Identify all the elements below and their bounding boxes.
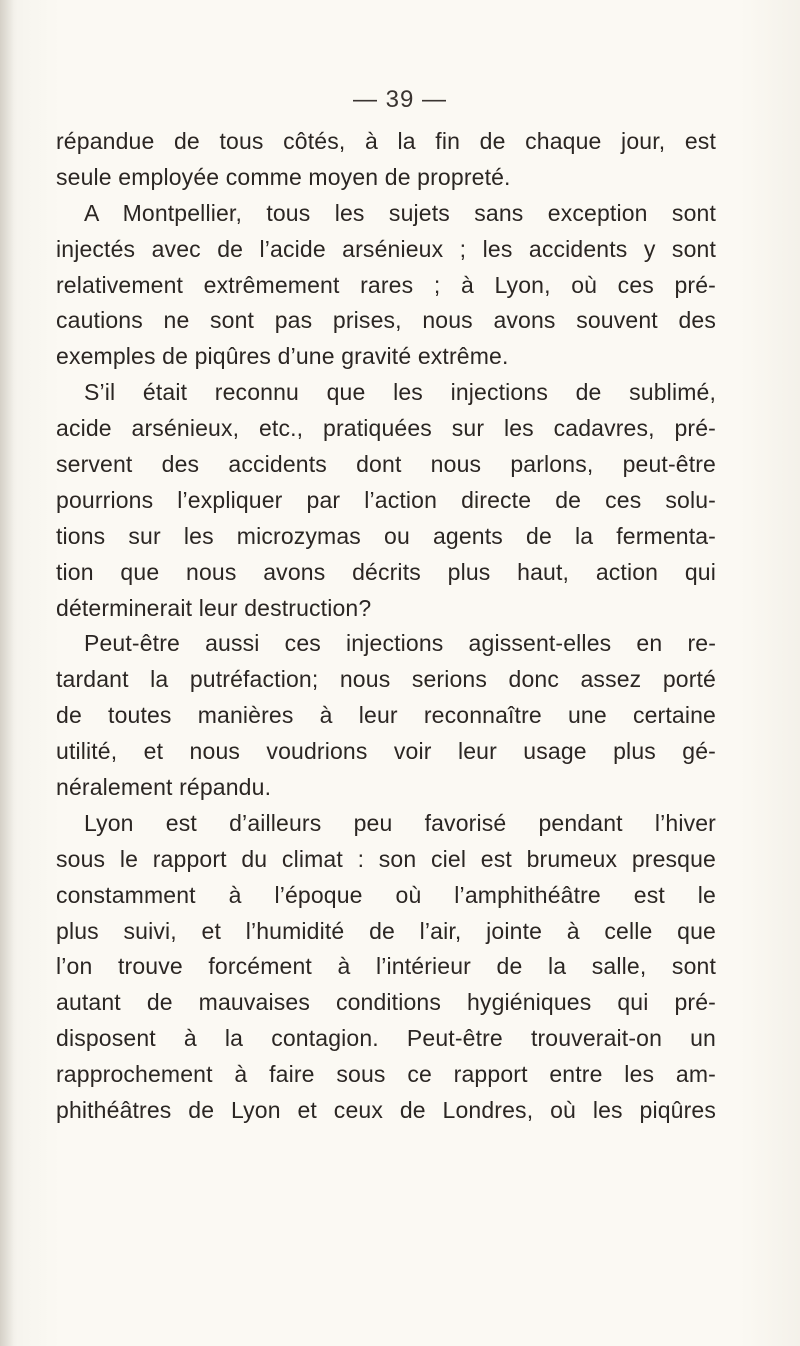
paragraph-start-line: Lyon est d’ailleurs peu favorisé pendant l’hiver [84,809,716,836]
text-line: tions sur les microzymas ou agents de la fermenta- [56,522,716,549]
text-line: acide arsénieux, etc., pratiquées sur les cadavres, pré- [56,415,716,442]
text-line: utilité, et nous voudrions voir leur usage plus gé- [56,738,716,765]
text-line: répandue de tous côtés, à la fin de chaque jour, est [56,128,716,154]
body-text [56,124,716,1129]
text-line: phithéâtres de Lyon et ceux de Londres, où les piqûres [56,1097,716,1124]
text-line: constamment à l’époque où l’amphithéâtre est le [56,881,716,908]
paragraph-start-line: S’il était reconnu que les injections de sublimé, [84,379,716,406]
text-line: néralement répandu. [56,774,272,801]
text-line: autant de mauvaises conditions hygiéniques qui pré- [56,989,716,1016]
text-line: de toutes manières à leur reconnaître une certaine [56,702,716,729]
text-line: relativement extrêmement rares ; à Lyon, où ces pré- [56,271,716,298]
text-line: servent des accidents dont nous parlons, peut-être [56,451,716,478]
paragraph-start-line: A Montpellier, tous les sujets sans exception sont [84,199,716,226]
paragraph-start-line: Peut-être aussi ces injections agissent-elles en re- [84,630,716,657]
text-line: sous le rapport du climat : son ciel est brumeux presque [56,845,716,872]
text-line: seule employée comme moyen de propreté. [56,163,511,190]
text-line: tion que nous avons décrits plus haut, action qui [56,558,716,585]
text-line: disposent à la contagion. Peut-être trouverait-on un [56,1025,716,1052]
text-line: rapprochement à faire sous ce rapport entre les am- [56,1061,716,1088]
text-line: plus suivi, et l’humidité de l’air, jointe à celle que [56,917,716,944]
text-line: tardant la putréfaction; nous serions donc assez porté [56,666,716,693]
text-line: injectés avec de l’acide arsénieux ; les accidents y sont [56,235,716,262]
page-number: — 39 — [352,86,448,113]
text-line: cautions ne sont pas prises, nous avons souvent des [56,307,716,334]
page-gutter-shadow [0,0,14,1346]
text-line: pourrions l’expliquer par l’action directe de ces solu- [56,486,716,513]
text-line: l’on trouve forcément à l’intérieur de la salle, sont [56,953,716,980]
text-line: exemples de piqûres d’une gravité extrême. [56,343,509,370]
text-line: déterminerait leur destruction? [56,594,372,621]
